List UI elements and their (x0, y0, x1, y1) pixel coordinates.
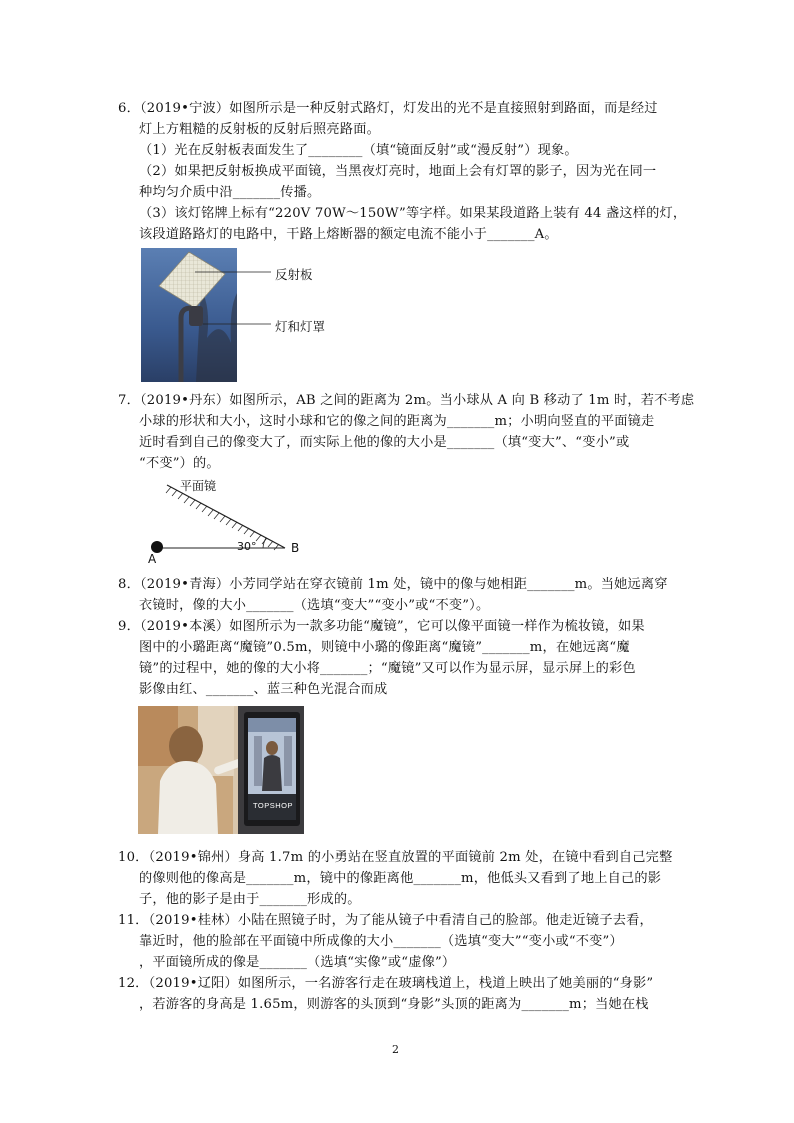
q10-line-1: 10．（2019•锦州）身高 1.7m 的小勇站在竖直放置的平面镜前 2m 处，在镜中看到自己完整 (118, 850, 673, 865)
q9-line-1: 9．（2019•本溪）如图所示为一款多功能“魔镜”，它可以像平面镜一样作为梳妆镜，如果 (118, 619, 645, 634)
magic-mirror-photo (138, 706, 304, 834)
q7-line-1: 7．（2019•丹东）如图所示，AB 之间的距离为 2m。当小球从 A 向 B 移动了 1m 时，若不考虑 (118, 393, 695, 408)
angle-label: 30° (237, 540, 257, 553)
q6-line-5: 种均匀介质中沿_______传播。 (139, 185, 321, 200)
q10-line-3: 子，他的影子是由于_______形成的。 (139, 892, 361, 907)
mirror-label: 平面镜 (180, 479, 217, 493)
q6-line-2: 灯上方粗糙的反射板的反射后照亮路面。 (139, 122, 380, 137)
q7-line-3: 近时看到自己的像变大了，而实际上他的像的大小是_______（填“变大”、“变小”或 (139, 435, 630, 450)
q11-line-1: 11．（2019•桂林）小陆在照镜子时，为了能从镜子中看清自己的脸部。他走近镜子去看， (118, 913, 653, 928)
q7-line-4: “不变”）的。 (139, 456, 220, 471)
reflector-label: 反射板 (275, 267, 313, 282)
q6-line-6: （3）该灯铭牌上标有“220V 70W～150W”等字样。如果某段道路上装有 44 盏这样的灯， (139, 206, 687, 221)
mirror-diagram (145, 478, 315, 568)
q8-line-2: 衣镜时，像的大小_______（选填“变大”“变小”或“不变”）。 (139, 598, 490, 613)
lamp-label: 灯和灯罩 (275, 319, 326, 334)
q10-line-2: 的像则他的像高是_______m，镜中的像距离他_______m，他低头又看到了地上自己的影 (139, 871, 662, 886)
screen-brand-text: TOPSHOP (252, 801, 294, 810)
page-number: 2 (392, 1043, 399, 1056)
q12-line-2: ，若游客的身高是 1.65m，则游客的头顶到“身影”头顶的距离为_______m；当她在栈 (139, 997, 649, 1012)
q9-line-2: 图中的小璐距离“魔镜”0.5m，则镜中小璐的像距离“魔镜”_______m，在她远离“魔 (139, 640, 630, 655)
q12-line-1: 12．（2019•辽阳）如图所示，一名游客行走在玻璃栈道上，栈道上映出了她美丽的“身影” (118, 976, 654, 991)
q11-line-2: 靠近时，他的脸部在平面镜中所成像的大小_______（选填“变大”“变小或“不变”） (139, 934, 623, 949)
q6-line-7: 该段道路路灯的电路中，干路上熔断器的额定电流不能小于_______A。 (139, 227, 558, 242)
q9-line-4: 影像由红、_______、蓝三种色光混合而成 (139, 682, 388, 697)
point-a-label: A (148, 552, 157, 566)
q9-line-3: 镜”的过程中，她的像的大小将_______；“魔镜”又可以作为显示屏，显示屏上的彩色 (139, 661, 636, 676)
point-b-label: B (291, 541, 300, 555)
q6-line-3: （1）光在反射板表面发生了________（填“镜面反射”或“漫反射”）现象。 (139, 143, 578, 158)
q7-line-2: 小球的形状和大小，这时小球和它的像之间的距离为_______m；小明向竖直的平面镜走 (139, 414, 655, 429)
q6-line-4: （2）如果把反射板换成平面镜，当黑夜灯亮时，地面上会有灯罩的影子，因为光在同一 (139, 164, 657, 179)
lamp-callout-lines (195, 262, 275, 332)
q8-line-1: 8．（2019•青海）小芳同学站在穿衣镜前 1m 处，镜中的像与她相距_______m。当她远离穿 (118, 577, 668, 592)
q6-line-1: 6．（2019•宁波）如图所示是一种反射式路灯，灯发出的光不是直接照射到路面，而是经过 (118, 101, 658, 116)
q11-line-3: ，平面镜所成的像是_______（选填“实像”或“虚像”） (139, 955, 456, 970)
